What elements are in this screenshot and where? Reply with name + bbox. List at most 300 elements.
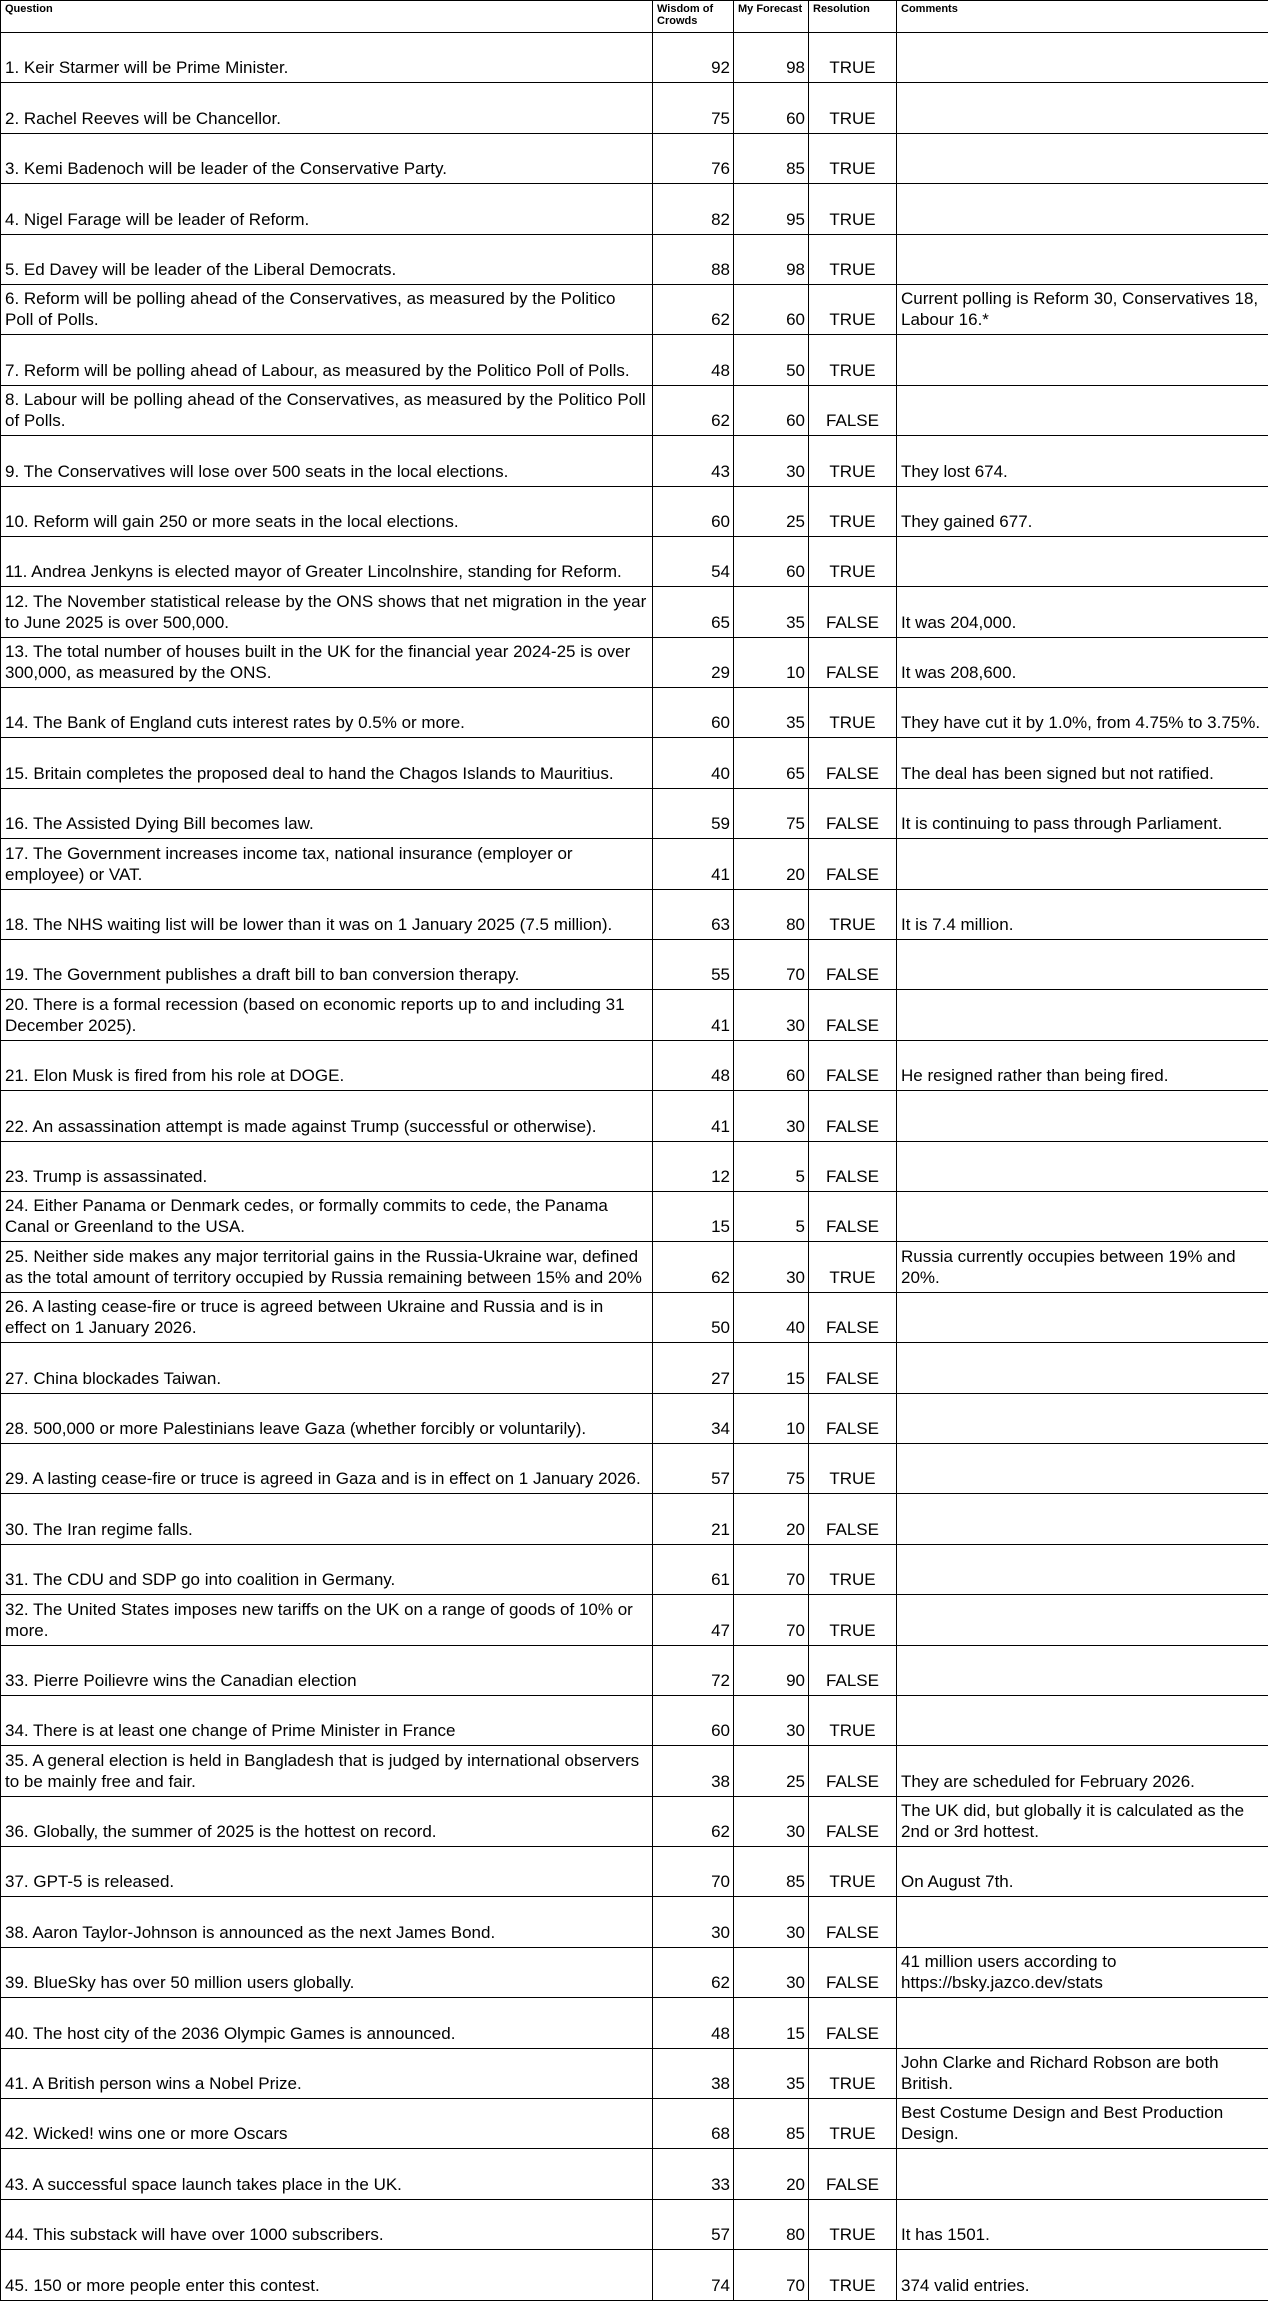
- table-row: [1, 436, 1268, 486]
- wisdom-cell: [653, 33, 734, 83]
- question-cell-text: 8. Labour will be polling ahead of the Conservatives, as measured by the Politico Poll of Polls.: [5, 390, 646, 431]
- question-cell-text: 24. Either Panama or Denmark cedes, or formally commits to cede, the Panama Canal or Greenland to the USA.: [5, 1196, 608, 1237]
- question-cell-text: 28. 500,000 or more Palestinians leave Gaza (whether forcibly or voluntarily).: [5, 1418, 587, 1438]
- header-comments: Comments: [897, 1, 1268, 33]
- comment-cell-text: It is continuing to pass through Parliament.: [901, 814, 1223, 834]
- question-cell-text: 4. Nigel Farage will be leader of Reform.: [5, 209, 310, 229]
- forecast-cell: [734, 587, 809, 637]
- wisdom-cell-text: 62: [711, 1973, 730, 1993]
- wisdom-cell: [653, 1544, 734, 1594]
- table-row: [1, 1141, 1268, 1191]
- wisdom-cell: [653, 1191, 734, 1241]
- forecast-cell: [734, 234, 809, 284]
- wisdom-cell-text: 48: [711, 360, 730, 380]
- wisdom-cell: [653, 1242, 734, 1292]
- resolution-cell-text: FALSE: [826, 1670, 879, 1690]
- forecast-cell-text: 15: [786, 2023, 805, 2043]
- wisdom-cell: [653, 2250, 734, 2300]
- wisdom-cell-text: 60: [711, 713, 730, 733]
- wisdom-cell: [653, 2099, 734, 2149]
- question-cell-text: 26. A lasting cease-fire or truce is agreed between Ukraine and Russia and is in effect on 1 January 2026.: [5, 1297, 604, 1338]
- forecast-cell-text: 40: [786, 1318, 805, 1338]
- forecast-cell-text: 5: [795, 1166, 805, 1186]
- resolution-cell-text: TRUE: [829, 1469, 876, 1489]
- wisdom-cell-text: 72: [711, 1670, 730, 1690]
- question-cell-text: 30. The Iran regime falls.: [5, 1519, 193, 1539]
- resolution-cell: [809, 2250, 897, 2300]
- question-cell: [1, 738, 653, 788]
- question-cell: [1, 2250, 653, 2300]
- comment-cell-text: They gained 677.: [901, 511, 1033, 531]
- question-cell: [1, 1695, 653, 1745]
- question-cell: [1, 1847, 653, 1897]
- comment-cell: [897, 1746, 1268, 1796]
- comment-cell: [897, 889, 1268, 939]
- forecast-cell: [734, 788, 809, 838]
- wisdom-cell: [653, 889, 734, 939]
- forecast-cell-text: 85: [786, 1872, 805, 1892]
- table-row: [1, 284, 1268, 334]
- question-cell: [1, 385, 653, 435]
- wisdom-cell: [653, 940, 734, 990]
- comment-cell: [897, 1595, 1268, 1645]
- comment-cell: [897, 1796, 1268, 1846]
- wisdom-cell-text: 57: [711, 2225, 730, 2245]
- resolution-cell-text: FALSE: [826, 612, 879, 632]
- header-resolution: Resolution: [809, 1, 897, 33]
- wisdom-cell: [653, 688, 734, 738]
- table-row: [1, 889, 1268, 939]
- comment-cell-text: Russia currently occupies between 19% and 20%.: [901, 1246, 1236, 1287]
- comment-cell-text: They lost 674.: [901, 461, 1008, 481]
- resolution-cell-text: FALSE: [826, 1318, 879, 1338]
- table-row: [1, 1746, 1268, 1796]
- forecast-cell-text: 85: [786, 159, 805, 179]
- wisdom-cell-text: 62: [711, 411, 730, 431]
- table-row: [1, 2250, 1268, 2300]
- question-cell-text: 2. Rachel Reeves will be Chancellor.: [5, 108, 281, 128]
- forecast-cell-text: 60: [786, 411, 805, 431]
- comment-cell: [897, 184, 1268, 234]
- wisdom-cell: [653, 385, 734, 435]
- comment-cell: [897, 83, 1268, 133]
- wisdom-cell: [653, 234, 734, 284]
- question-cell-text: 40. The host city of the 2036 Olympic Games is announced.: [5, 2023, 456, 2043]
- resolution-cell: [809, 587, 897, 637]
- wisdom-cell: [653, 1040, 734, 1090]
- wisdom-cell-text: 92: [711, 58, 730, 78]
- resolution-cell: [809, 1292, 897, 1342]
- question-cell: [1, 486, 653, 536]
- wisdom-cell: [653, 436, 734, 486]
- comment-cell-text: They are scheduled for February 2026.: [901, 1771, 1195, 1791]
- wisdom-cell-text: 30: [711, 1922, 730, 1942]
- forecast-cell: [734, 335, 809, 385]
- comment-cell: [897, 133, 1268, 183]
- comment-cell-text: The deal has been signed but not ratified.: [901, 763, 1214, 783]
- question-cell: [1, 1292, 653, 1342]
- header-question: Question: [1, 1, 653, 33]
- wisdom-cell-text: 65: [711, 612, 730, 632]
- question-cell: [1, 133, 653, 183]
- comment-cell-text: It was 208,600.: [901, 663, 1017, 683]
- wisdom-cell: [653, 536, 734, 586]
- wisdom-cell: [653, 1091, 734, 1141]
- wisdom-cell-text: 61: [711, 1570, 730, 1590]
- comment-cell: [897, 839, 1268, 889]
- resolution-cell: [809, 738, 897, 788]
- resolution-cell: [809, 1746, 897, 1796]
- comment-cell-text: He resigned rather than being fired.: [901, 1066, 1169, 1086]
- question-cell: [1, 2099, 653, 2149]
- comment-cell-text: It is 7.4 million.: [901, 915, 1014, 935]
- question-cell-text: 27. China blockades Taiwan.: [5, 1368, 222, 1388]
- wisdom-cell-text: 43: [711, 461, 730, 481]
- resolution-cell: [809, 990, 897, 1040]
- comment-cell: [897, 486, 1268, 536]
- question-cell-text: 15. Britain completes the proposed deal to hand the Chagos Islands to Mauritius.: [5, 763, 614, 783]
- forecast-cell: [734, 284, 809, 334]
- resolution-cell: [809, 133, 897, 183]
- question-cell: [1, 284, 653, 334]
- forecast-cell-text: 30: [786, 1721, 805, 1741]
- resolution-cell-text: TRUE: [829, 1872, 876, 1892]
- question-cell-text: 12. The November statistical release by the ONS shows that net migration in the year to June 2025 is over 500,000.: [5, 591, 647, 632]
- resolution-cell: [809, 637, 897, 687]
- resolution-cell-text: FALSE: [826, 1116, 879, 1136]
- wisdom-cell-text: 27: [711, 1368, 730, 1388]
- forecast-cell: [734, 1998, 809, 2048]
- question-cell-text: 35. A general election is held in Bangladesh that is judged by international observers to be mainly free and fair.: [5, 1750, 640, 1791]
- wisdom-cell: [653, 839, 734, 889]
- resolution-cell: [809, 1645, 897, 1695]
- table-row: [1, 2099, 1268, 2149]
- wisdom-cell-text: 12: [711, 1166, 730, 1186]
- forecast-cell-text: 30: [786, 1973, 805, 1993]
- comment-cell-text: 374 valid entries.: [901, 2275, 1030, 2295]
- forecast-cell: [734, 738, 809, 788]
- wisdom-cell-text: 60: [711, 1721, 730, 1741]
- table-row: [1, 536, 1268, 586]
- forecast-cell: [734, 889, 809, 939]
- resolution-cell: [809, 1695, 897, 1745]
- resolution-cell-text: FALSE: [826, 1822, 879, 1842]
- wisdom-cell-text: 38: [711, 1771, 730, 1791]
- forecast-cell: [734, 1746, 809, 1796]
- forecast-cell-text: 35: [786, 713, 805, 733]
- wisdom-cell: [653, 2048, 734, 2098]
- question-cell: [1, 1645, 653, 1695]
- forecast-cell-text: 30: [786, 1822, 805, 1842]
- forecast-cell-text: 70: [786, 965, 805, 985]
- question-cell-text: 42. Wicked! wins one or more Oscars: [5, 2124, 288, 2144]
- question-cell-text: 31. The CDU and SDP go into coalition in Germany.: [5, 1570, 396, 1590]
- comment-cell: [897, 940, 1268, 990]
- wisdom-cell-text: 41: [711, 1116, 730, 1136]
- question-cell-text: 37. GPT-5 is released.: [5, 1872, 175, 1892]
- header-row: [1, 1, 1268, 33]
- resolution-cell-text: TRUE: [829, 2275, 876, 2295]
- table-row: [1, 1292, 1268, 1342]
- question-cell: [1, 234, 653, 284]
- resolution-cell-text: FALSE: [826, 1519, 879, 1539]
- question-cell-text: 43. A successful space launch takes place in the UK.: [5, 2174, 402, 2194]
- table-row: [1, 234, 1268, 284]
- header-wisdom-of-crowds: Wisdom of Crowds: [653, 1, 734, 33]
- forecast-cell: [734, 839, 809, 889]
- forecast-cell: [734, 1544, 809, 1594]
- comment-cell: [897, 1544, 1268, 1594]
- resolution-cell: [809, 1796, 897, 1846]
- forecast-cell: [734, 1292, 809, 1342]
- resolution-cell: [809, 1443, 897, 1493]
- table-row: [1, 385, 1268, 435]
- question-cell: [1, 940, 653, 990]
- comment-cell: [897, 1897, 1268, 1947]
- wisdom-cell-text: 15: [711, 1217, 730, 1237]
- forecast-cell-text: 75: [786, 814, 805, 834]
- wisdom-cell: [653, 1141, 734, 1191]
- comment-cell: [897, 637, 1268, 687]
- question-cell: [1, 1746, 653, 1796]
- comment-cell-text: It was 204,000.: [901, 612, 1017, 632]
- question-cell: [1, 1947, 653, 1997]
- resolution-cell-text: TRUE: [829, 108, 876, 128]
- table-row: [1, 1544, 1268, 1594]
- table-row: [1, 1393, 1268, 1443]
- forecast-cell: [734, 1040, 809, 1090]
- resolution-cell: [809, 1847, 897, 1897]
- question-cell: [1, 889, 653, 939]
- resolution-cell: [809, 1191, 897, 1241]
- wisdom-cell-text: 33: [711, 2174, 730, 2194]
- resolution-cell-text: TRUE: [829, 1570, 876, 1590]
- resolution-cell-text: FALSE: [826, 1217, 879, 1237]
- forecast-cell-text: 20: [786, 2174, 805, 2194]
- wisdom-cell-text: 50: [711, 1318, 730, 1338]
- forecast-cell: [734, 1091, 809, 1141]
- header-my-forecast: My Forecast: [734, 1, 809, 33]
- comment-cell: [897, 1847, 1268, 1897]
- table-row: [1, 133, 1268, 183]
- forecast-cell: [734, 990, 809, 1040]
- resolution-cell: [809, 1947, 897, 1997]
- table-row: [1, 1695, 1268, 1745]
- wisdom-cell: [653, 587, 734, 637]
- resolution-cell-text: TRUE: [829, 259, 876, 279]
- wisdom-cell-text: 70: [711, 1872, 730, 1892]
- resolution-cell-text: FALSE: [826, 1368, 879, 1388]
- table-row: [1, 2048, 1268, 2098]
- wisdom-cell: [653, 1645, 734, 1695]
- forecast-cell-text: 95: [786, 209, 805, 229]
- resolution-cell-text: TRUE: [829, 58, 876, 78]
- question-cell: [1, 2199, 653, 2249]
- wisdom-cell: [653, 788, 734, 838]
- resolution-cell-text: TRUE: [829, 2074, 876, 2094]
- question-cell: [1, 1443, 653, 1493]
- wisdom-cell-text: 47: [711, 1620, 730, 1640]
- comment-cell-text: 41 million users according to https://bsky.jazco.dev/stats: [901, 1952, 1117, 1993]
- resolution-cell: [809, 2048, 897, 2098]
- forecast-cell: [734, 1393, 809, 1443]
- wisdom-cell: [653, 1595, 734, 1645]
- forecast-cell-text: 50: [786, 360, 805, 380]
- forecast-cell-text: 30: [786, 1015, 805, 1035]
- resolution-cell-text: FALSE: [826, 1066, 879, 1086]
- forecast-cell: [734, 83, 809, 133]
- question-cell-text: 16. The Assisted Dying Bill becomes law.: [5, 814, 314, 834]
- resolution-cell-text: TRUE: [829, 562, 876, 582]
- resolution-cell: [809, 184, 897, 234]
- question-cell: [1, 839, 653, 889]
- forecast-cell: [734, 2250, 809, 2300]
- wisdom-cell-text: 38: [711, 2074, 730, 2094]
- wisdom-cell-text: 62: [711, 1822, 730, 1842]
- resolution-cell-text: TRUE: [829, 209, 876, 229]
- comment-cell-text: It has 1501.: [901, 2225, 990, 2245]
- forecast-cell: [734, 1796, 809, 1846]
- table-row: [1, 1343, 1268, 1393]
- forecast-cell: [734, 2048, 809, 2098]
- comment-cell: [897, 1494, 1268, 1544]
- question-cell: [1, 587, 653, 637]
- resolution-cell: [809, 2099, 897, 2149]
- comment-cell: [897, 1242, 1268, 1292]
- comment-cell: [897, 1443, 1268, 1493]
- wisdom-cell-text: 40: [711, 763, 730, 783]
- question-cell-text: 17. The Government increases income tax, national insurance (employer or employee) or VAT.: [5, 843, 573, 884]
- forecast-cell-text: 70: [786, 1620, 805, 1640]
- question-cell-text: 3. Kemi Badenoch will be leader of the Conservative Party.: [5, 159, 447, 179]
- question-cell-text: 44. This substack will have over 1000 subscribers.: [5, 2225, 384, 2245]
- wisdom-cell-text: 74: [711, 2275, 730, 2295]
- question-cell: [1, 1998, 653, 2048]
- resolution-cell: [809, 788, 897, 838]
- resolution-cell-text: FALSE: [826, 1973, 879, 1993]
- comment-cell: [897, 1091, 1268, 1141]
- forecast-cell: [734, 637, 809, 687]
- comment-cell: [897, 788, 1268, 838]
- forecast-cell-text: 20: [786, 864, 805, 884]
- wisdom-cell-text: 59: [711, 814, 730, 834]
- comment-cell: [897, 2099, 1268, 2149]
- wisdom-cell: [653, 1393, 734, 1443]
- resolution-cell: [809, 1393, 897, 1443]
- wisdom-cell-text: 76: [711, 159, 730, 179]
- comment-cell: [897, 2048, 1268, 2098]
- forecast-cell: [734, 2199, 809, 2249]
- resolution-cell-text: FALSE: [826, 663, 879, 683]
- wisdom-cell: [653, 335, 734, 385]
- question-cell-text: 14. The Bank of England cuts interest rates by 0.5% or more.: [5, 713, 465, 733]
- comment-cell: [897, 284, 1268, 334]
- question-cell: [1, 990, 653, 1040]
- question-cell: [1, 1141, 653, 1191]
- forecast-cell: [734, 133, 809, 183]
- forecast-cell: [734, 1242, 809, 1292]
- comment-cell: [897, 2199, 1268, 2249]
- question-cell-text: 20. There is a formal recession (based on economic reports up to and including 31 December 2025).: [5, 994, 625, 1035]
- resolution-cell: [809, 284, 897, 334]
- comment-cell: [897, 1191, 1268, 1241]
- question-cell: [1, 1091, 653, 1141]
- wisdom-cell-text: 82: [711, 209, 730, 229]
- wisdom-cell-text: 62: [711, 310, 730, 330]
- resolution-cell: [809, 1897, 897, 1947]
- question-cell-text: 21. Elon Musk is fired from his role at DOGE.: [5, 1066, 345, 1086]
- question-cell: [1, 2048, 653, 2098]
- question-cell: [1, 2149, 653, 2199]
- comment-cell: [897, 1947, 1268, 1997]
- wisdom-cell-text: 75: [711, 108, 730, 128]
- forecast-cell: [734, 184, 809, 234]
- wisdom-cell: [653, 284, 734, 334]
- wisdom-cell-text: 29: [711, 663, 730, 683]
- forecast-cell-text: 98: [786, 259, 805, 279]
- forecast-cell-text: 70: [786, 2275, 805, 2295]
- question-cell: [1, 1393, 653, 1443]
- question-cell: [1, 788, 653, 838]
- resolution-cell: [809, 1040, 897, 1090]
- question-cell: [1, 1544, 653, 1594]
- forecast-cell: [734, 1191, 809, 1241]
- wisdom-cell-text: 88: [711, 259, 730, 279]
- question-cell-text: 38. Aaron Taylor-Johnson is announced as the next James Bond.: [5, 1922, 496, 1942]
- comment-cell-text: Current polling is Reform 30, Conservatives 18, Labour 16.*: [901, 289, 1259, 330]
- forecast-cell: [734, 688, 809, 738]
- resolution-cell: [809, 889, 897, 939]
- resolution-cell: [809, 536, 897, 586]
- table-row: [1, 2149, 1268, 2199]
- wisdom-cell-text: 60: [711, 511, 730, 531]
- question-cell: [1, 688, 653, 738]
- forecast-cell-text: 70: [786, 1570, 805, 1590]
- question-cell-text: 29. A lasting cease-fire or truce is agreed in Gaza and is in effect on 1 January 2026.: [5, 1469, 641, 1489]
- table-row: [1, 486, 1268, 536]
- wisdom-cell: [653, 1897, 734, 1947]
- forecast-cell-text: 80: [786, 2225, 805, 2245]
- comment-cell: [897, 33, 1268, 83]
- resolution-cell: [809, 839, 897, 889]
- table-row: [1, 1040, 1268, 1090]
- forecast-cell: [734, 1343, 809, 1393]
- question-cell-text: 34. There is at least one change of Prime Minister in France: [5, 1721, 456, 1741]
- table-row: [1, 587, 1268, 637]
- comment-cell: [897, 688, 1268, 738]
- wisdom-cell-text: 21: [711, 1519, 730, 1539]
- table-row: [1, 335, 1268, 385]
- table-row: [1, 2199, 1268, 2249]
- wisdom-cell-text: 41: [711, 864, 730, 884]
- forecast-cell: [734, 486, 809, 536]
- forecast-cell-text: 60: [786, 310, 805, 330]
- forecast-cell-text: 20: [786, 1519, 805, 1539]
- comment-cell: [897, 536, 1268, 586]
- forecast-cell: [734, 536, 809, 586]
- question-cell-text: 1. Keir Starmer will be Prime Minister.: [5, 58, 289, 78]
- resolution-cell: [809, 1242, 897, 1292]
- question-cell-text: 6. Reform will be polling ahead of the Conservatives, as measured by the Politico Poll of Polls.: [5, 289, 616, 330]
- question-cell-text: 25. Neither side makes any major territorial gains in the Russia-Ukraine war, defined as the total amount of territory occupied by Russia remaining between 15% and 20%: [5, 1246, 642, 1287]
- comment-cell: [897, 738, 1268, 788]
- comment-cell: [897, 1040, 1268, 1090]
- table-row: [1, 738, 1268, 788]
- forecast-cell-text: 85: [786, 2124, 805, 2144]
- wisdom-cell: [653, 637, 734, 687]
- question-cell: [1, 335, 653, 385]
- resolution-cell: [809, 486, 897, 536]
